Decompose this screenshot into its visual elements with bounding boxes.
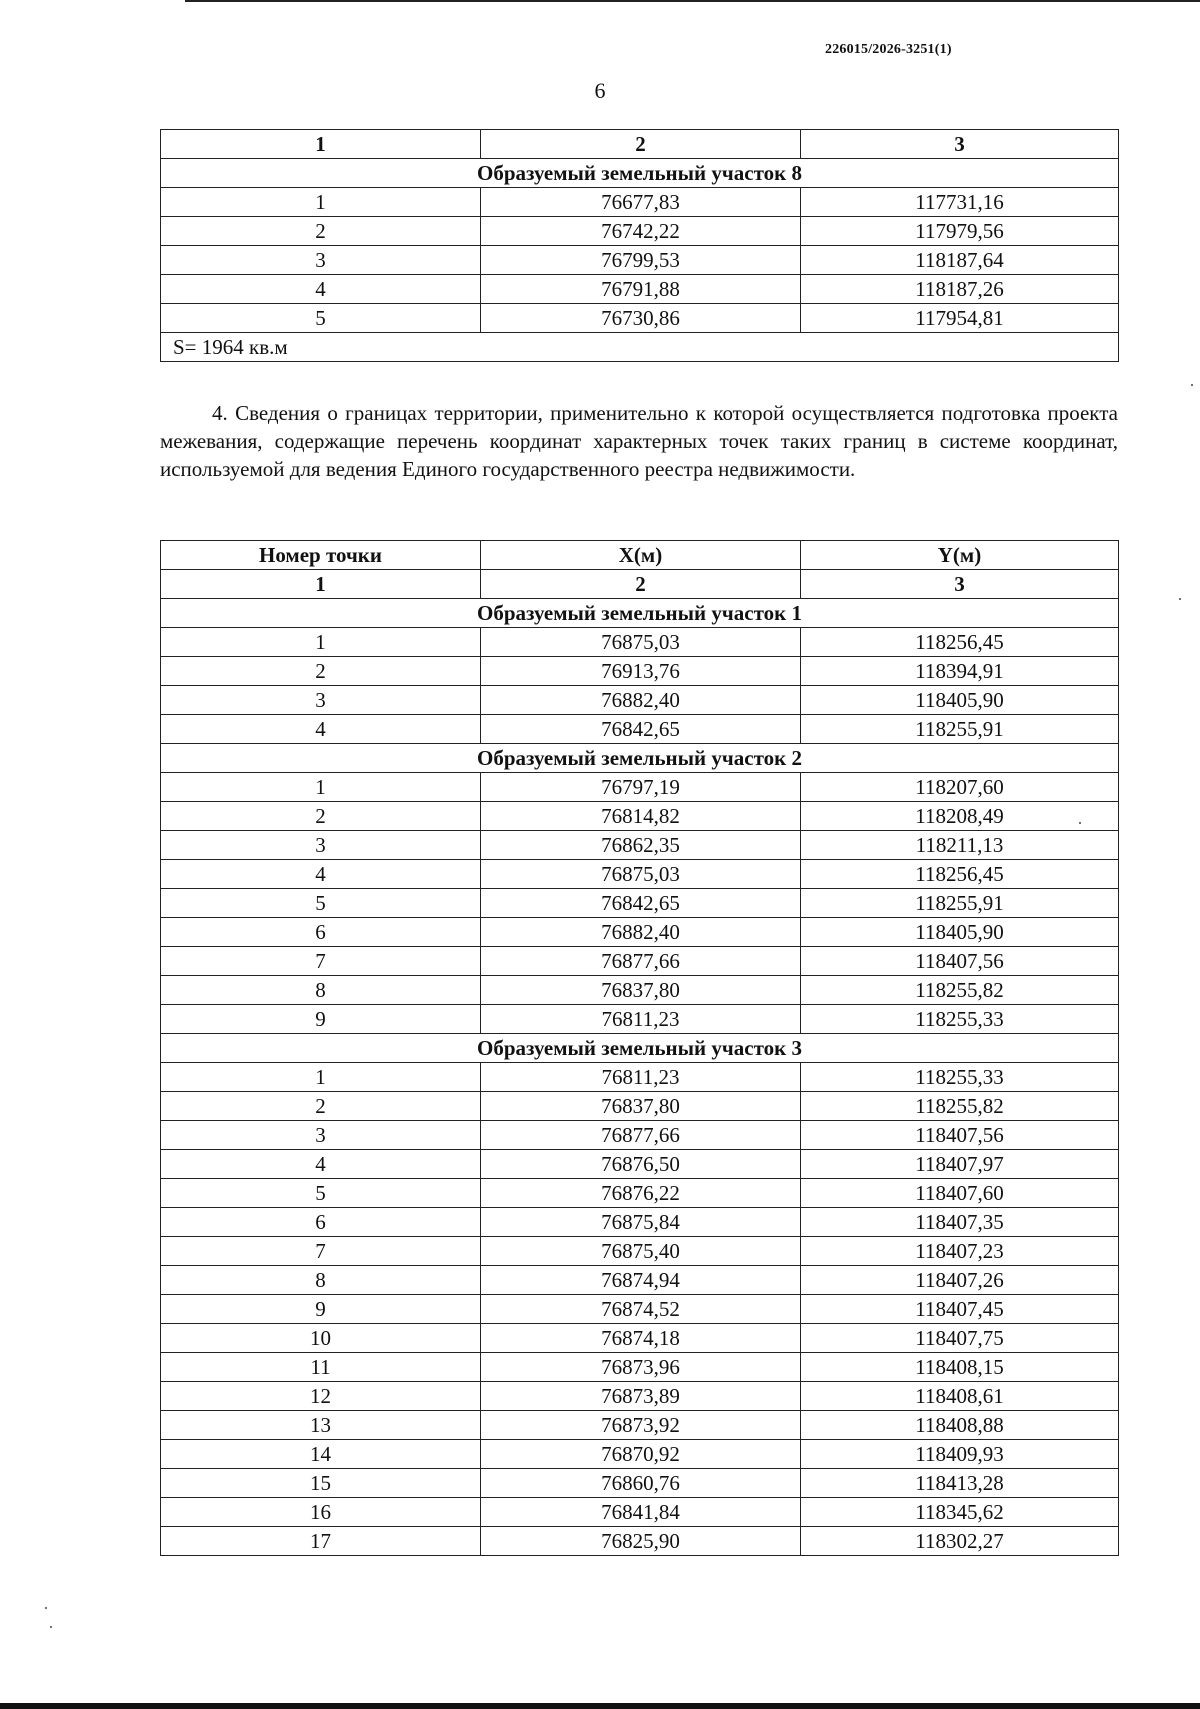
table-row [161, 1237, 1119, 1266]
coordinates-table-plot-8 [160, 129, 1119, 362]
y-coordinate: 118409,93 [801, 1440, 1119, 1469]
x-coordinate: 76873,92 [481, 1411, 801, 1440]
point-number: 5 [161, 304, 481, 333]
point-number: 9 [161, 1295, 481, 1324]
point-number: 7 [161, 947, 481, 976]
section-title: Образуемый земельный участок 8 [161, 159, 1119, 188]
y-coordinate: 118408,15 [801, 1353, 1119, 1382]
table-row [161, 1179, 1119, 1208]
table-row [161, 686, 1119, 715]
table-row [161, 831, 1119, 860]
table-row [161, 1324, 1119, 1353]
y-coordinate: 118211,13 [801, 831, 1119, 860]
section-title-row [161, 1034, 1119, 1063]
point-number: 4 [161, 1150, 481, 1179]
scan-speck [1191, 384, 1193, 386]
column-number-3: 3 [801, 570, 1119, 599]
y-coordinate: 118345,62 [801, 1498, 1119, 1527]
x-coordinate: 76730,86 [481, 304, 801, 333]
point-number: 15 [161, 1469, 481, 1498]
y-coordinate: 118407,60 [801, 1179, 1119, 1208]
column-number-3: 3 [801, 130, 1119, 159]
section-title: Образуемый земельный участок 3 [161, 1034, 1119, 1063]
x-coordinate: 76874,94 [481, 1266, 801, 1295]
x-coordinate: 76874,52 [481, 1295, 801, 1324]
x-coordinate: 76799,53 [481, 246, 801, 275]
x-coordinate: 76837,80 [481, 976, 801, 1005]
bottom-scan-edge [0, 1703, 1200, 1709]
point-number: 2 [161, 217, 481, 246]
point-number: 6 [161, 918, 481, 947]
x-coordinate: 76875,03 [481, 860, 801, 889]
y-coordinate: 118256,45 [801, 628, 1119, 657]
section-title-row [161, 599, 1119, 628]
boundary-coordinates-table [160, 540, 1119, 1556]
y-coordinate: 117954,81 [801, 304, 1119, 333]
area-row [161, 333, 1119, 362]
point-number: 3 [161, 686, 481, 715]
x-coordinate: 76842,65 [481, 889, 801, 918]
x-coordinate: 76811,23 [481, 1063, 801, 1092]
table-row [161, 1005, 1119, 1034]
table-row [161, 889, 1119, 918]
x-coordinate: 76913,76 [481, 657, 801, 686]
y-coordinate: 117731,16 [801, 188, 1119, 217]
point-number: 2 [161, 657, 481, 686]
point-number: 4 [161, 860, 481, 889]
x-coordinate: 76814,82 [481, 802, 801, 831]
scan-speck [1179, 598, 1181, 600]
y-coordinate: 118407,23 [801, 1237, 1119, 1266]
table-row [161, 217, 1119, 246]
y-coordinate: 118407,56 [801, 947, 1119, 976]
section-title: Образуемый земельный участок 1 [161, 599, 1119, 628]
header-y: Y(м) [801, 541, 1119, 570]
table-row [161, 1092, 1119, 1121]
x-coordinate: 76841,84 [481, 1498, 801, 1527]
x-coordinate: 76875,03 [481, 628, 801, 657]
x-coordinate: 76877,66 [481, 947, 801, 976]
scan-speck [50, 1626, 52, 1628]
area-value: S= 1964 кв.м [161, 333, 1119, 362]
y-coordinate: 118407,26 [801, 1266, 1119, 1295]
y-coordinate: 118256,45 [801, 860, 1119, 889]
point-number: 8 [161, 1266, 481, 1295]
y-coordinate: 118408,61 [801, 1382, 1119, 1411]
point-number: 11 [161, 1353, 481, 1382]
y-coordinate: 118408,88 [801, 1411, 1119, 1440]
y-coordinate: 118407,45 [801, 1295, 1119, 1324]
y-coordinate: 118187,26 [801, 275, 1119, 304]
point-number: 4 [161, 275, 481, 304]
point-number: 9 [161, 1005, 481, 1034]
y-coordinate: 118255,82 [801, 976, 1119, 1005]
column-number-2: 2 [481, 570, 801, 599]
point-number: 5 [161, 889, 481, 918]
point-number: 1 [161, 773, 481, 802]
table-row [161, 275, 1119, 304]
point-number: 1 [161, 628, 481, 657]
header-row [161, 541, 1119, 570]
x-coordinate: 76862,35 [481, 831, 801, 860]
point-number: 3 [161, 1121, 481, 1150]
point-number: 3 [161, 246, 481, 275]
y-coordinate: 118187,64 [801, 246, 1119, 275]
table-row [161, 1208, 1119, 1237]
section-title: Образуемый земельный участок 2 [161, 744, 1119, 773]
x-coordinate: 76811,23 [481, 1005, 801, 1034]
table-row [161, 947, 1119, 976]
x-coordinate: 76791,88 [481, 275, 801, 304]
x-coordinate: 76870,92 [481, 1440, 801, 1469]
table-row [161, 1498, 1119, 1527]
point-number: 13 [161, 1411, 481, 1440]
column-number-1: 1 [161, 570, 481, 599]
y-coordinate: 118405,90 [801, 918, 1119, 947]
table-row [161, 918, 1119, 947]
y-coordinate: 118208,49 [801, 802, 1119, 831]
table-row [161, 1469, 1119, 1498]
point-number: 7 [161, 1237, 481, 1266]
boundary-coordinates-table-body [161, 541, 1119, 1556]
column-number-2: 2 [481, 130, 801, 159]
scan-speck [1079, 822, 1081, 824]
table-row [161, 1266, 1119, 1295]
table-row [161, 1063, 1119, 1092]
y-coordinate: 118407,97 [801, 1150, 1119, 1179]
x-coordinate: 76825,90 [481, 1527, 801, 1556]
section-title-row [161, 159, 1119, 188]
y-coordinate: 118255,33 [801, 1005, 1119, 1034]
x-coordinate: 76742,22 [481, 217, 801, 246]
table-row [161, 860, 1119, 889]
x-coordinate: 76797,19 [481, 773, 801, 802]
table-row [161, 1411, 1119, 1440]
x-coordinate: 76882,40 [481, 918, 801, 947]
y-coordinate: 118413,28 [801, 1469, 1119, 1498]
section-4-paragraph [160, 399, 1118, 483]
point-number: 12 [161, 1382, 481, 1411]
x-coordinate: 76874,18 [481, 1324, 801, 1353]
point-number: 1 [161, 188, 481, 217]
point-number: 5 [161, 1179, 481, 1208]
y-coordinate: 118407,75 [801, 1324, 1119, 1353]
x-coordinate: 76837,80 [481, 1092, 801, 1121]
scan-speck [45, 1607, 47, 1609]
point-number: 1 [161, 1063, 481, 1092]
x-coordinate: 76875,40 [481, 1237, 801, 1266]
section-title-row [161, 744, 1119, 773]
y-coordinate: 117979,56 [801, 217, 1119, 246]
x-coordinate: 76873,89 [481, 1382, 801, 1411]
x-coordinate: 76873,96 [481, 1353, 801, 1382]
top-scan-edge [185, 0, 1200, 2]
point-number: 16 [161, 1498, 481, 1527]
x-coordinate: 76677,83 [481, 188, 801, 217]
table-row [161, 304, 1119, 333]
table-row [161, 1121, 1119, 1150]
table-row [161, 976, 1119, 1005]
y-coordinate: 118407,35 [801, 1208, 1119, 1237]
section-4-text: 4. Сведения о границах территории, применительно к которой осуществляется подготовка проекта межевания, содержащие перечень координат характерных точек таких границ в системе координат, используемой для ведения Единого государственного реестра недвижимости. [160, 401, 1118, 481]
y-coordinate: 118255,82 [801, 1092, 1119, 1121]
x-coordinate: 76876,50 [481, 1150, 801, 1179]
x-coordinate: 76882,40 [481, 686, 801, 715]
y-coordinate: 118405,90 [801, 686, 1119, 715]
point-number: 2 [161, 1092, 481, 1121]
y-coordinate: 118255,91 [801, 889, 1119, 918]
point-number: 4 [161, 715, 481, 744]
y-coordinate: 118394,91 [801, 657, 1119, 686]
document-number: 226015/2026-3251(1) [825, 42, 952, 57]
y-coordinate: 118407,56 [801, 1121, 1119, 1150]
table-row [161, 246, 1119, 275]
y-coordinate: 118255,33 [801, 1063, 1119, 1092]
point-number: 2 [161, 802, 481, 831]
table-row [161, 1527, 1119, 1556]
point-number: 10 [161, 1324, 481, 1353]
table-row [161, 628, 1119, 657]
table-row [161, 1295, 1119, 1324]
table-row [161, 802, 1119, 831]
x-coordinate: 76860,76 [481, 1469, 801, 1498]
page-number: 6 [594, 78, 606, 103]
y-coordinate: 118255,91 [801, 715, 1119, 744]
table-row [161, 773, 1119, 802]
x-coordinate: 76877,66 [481, 1121, 801, 1150]
x-coordinate: 76875,84 [481, 1208, 801, 1237]
coordinates-table-plot-8-body [161, 130, 1119, 362]
column-number-row [161, 570, 1119, 599]
table-row [161, 657, 1119, 686]
table-row [161, 188, 1119, 217]
y-coordinate: 118207,60 [801, 773, 1119, 802]
point-number: 3 [161, 831, 481, 860]
column-number-row [161, 130, 1119, 159]
table-row [161, 1382, 1119, 1411]
header-point-number: Номер точки [161, 541, 481, 570]
table-row [161, 1150, 1119, 1179]
point-number: 8 [161, 976, 481, 1005]
y-coordinate: 118302,27 [801, 1527, 1119, 1556]
x-coordinate: 76876,22 [481, 1179, 801, 1208]
header-x: X(м) [481, 541, 801, 570]
x-coordinate: 76842,65 [481, 715, 801, 744]
point-number: 14 [161, 1440, 481, 1469]
column-number-1: 1 [161, 130, 481, 159]
point-number: 6 [161, 1208, 481, 1237]
point-number: 17 [161, 1527, 481, 1556]
table-row [161, 1440, 1119, 1469]
table-row [161, 715, 1119, 744]
table-row [161, 1353, 1119, 1382]
